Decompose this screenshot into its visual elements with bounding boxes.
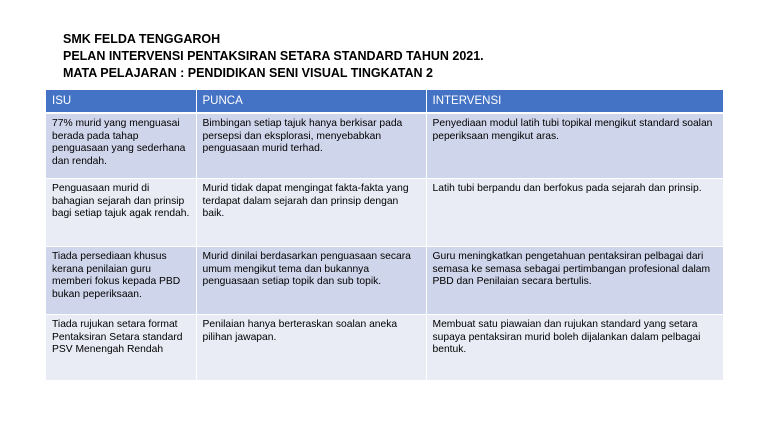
cell-punca: Penilaian hanya berteraskan soalan aneka pilihan jawapan. [196,315,426,381]
cell-punca: Murid dinilai berdasarkan penguasaan secara umum mengikut tema dan bukannya penguasaan setiap topik dan sub topik. [196,247,426,315]
cell-intervensi: Membuat satu piawaian dan rujukan standard yang setara supaya pentaksiran murid boleh dijalankan dalam pelbagai bentuk. [426,315,723,381]
column-header-isu: ISU [46,90,196,113]
cell-isu: Penguasaan murid di bahagian sejarah dan prinsip bagi setiap tajuk agak rendah. [46,179,196,247]
cell-punca: Murid tidak dapat mengingat fakta-fakta yang terdapat dalam sejarah dan prinsip dengan baik. [196,179,426,247]
table-row [46,315,723,381]
cell-isu: Tiada persediaan khusus kerana penilaian guru memberi fokus kepada PBD bukan peperiksaan. [46,247,196,315]
school-name: SMK FELDA TENGGAROH [63,32,221,46]
table-row [46,247,723,315]
document-header [63,31,743,82]
intervention-table [46,90,723,381]
cell-intervensi: Guru meningkatkan pengetahuan pentaksiran pelbagai dari semasa ke semasa sebagai pertimbangan profesional dalam PBD dan Penilaian secara bertulis. [426,247,723,315]
column-header-punca: PUNCA [196,90,426,113]
table-row [46,113,723,179]
cell-isu: 77% murid yang menguasai berada pada tahap penguasaan yang sederhana dan rendah. [46,113,196,179]
cell-punca: Bimbingan setiap tajuk hanya berkisar pada persepsi dan eksplorasi, menyebabkan penguasaan murid terhad. [196,113,426,179]
subject-title: MATA PELAJARAN : PENDIDIKAN SENI VISUAL TINGKATAN 2 [63,66,433,80]
cell-intervensi: Penyediaan modul latih tubi topikal mengikut standard soalan peperiksaan mengikut aras. [426,113,723,179]
plan-title: PELAN INTERVENSI PENTAKSIRAN SETARA STANDARD TAHUN 2021. [63,49,484,63]
cell-isu: Tiada rujukan setara format Pentaksiran Setara standard PSV Menengah Rendah [46,315,196,381]
cell-intervensi: Latih tubi berpandu dan berfokus pada sejarah dan prinsip. [426,179,723,247]
column-header-intervensi: INTERVENSI [426,90,723,113]
table-row [46,179,723,247]
table-header-row [46,90,723,113]
